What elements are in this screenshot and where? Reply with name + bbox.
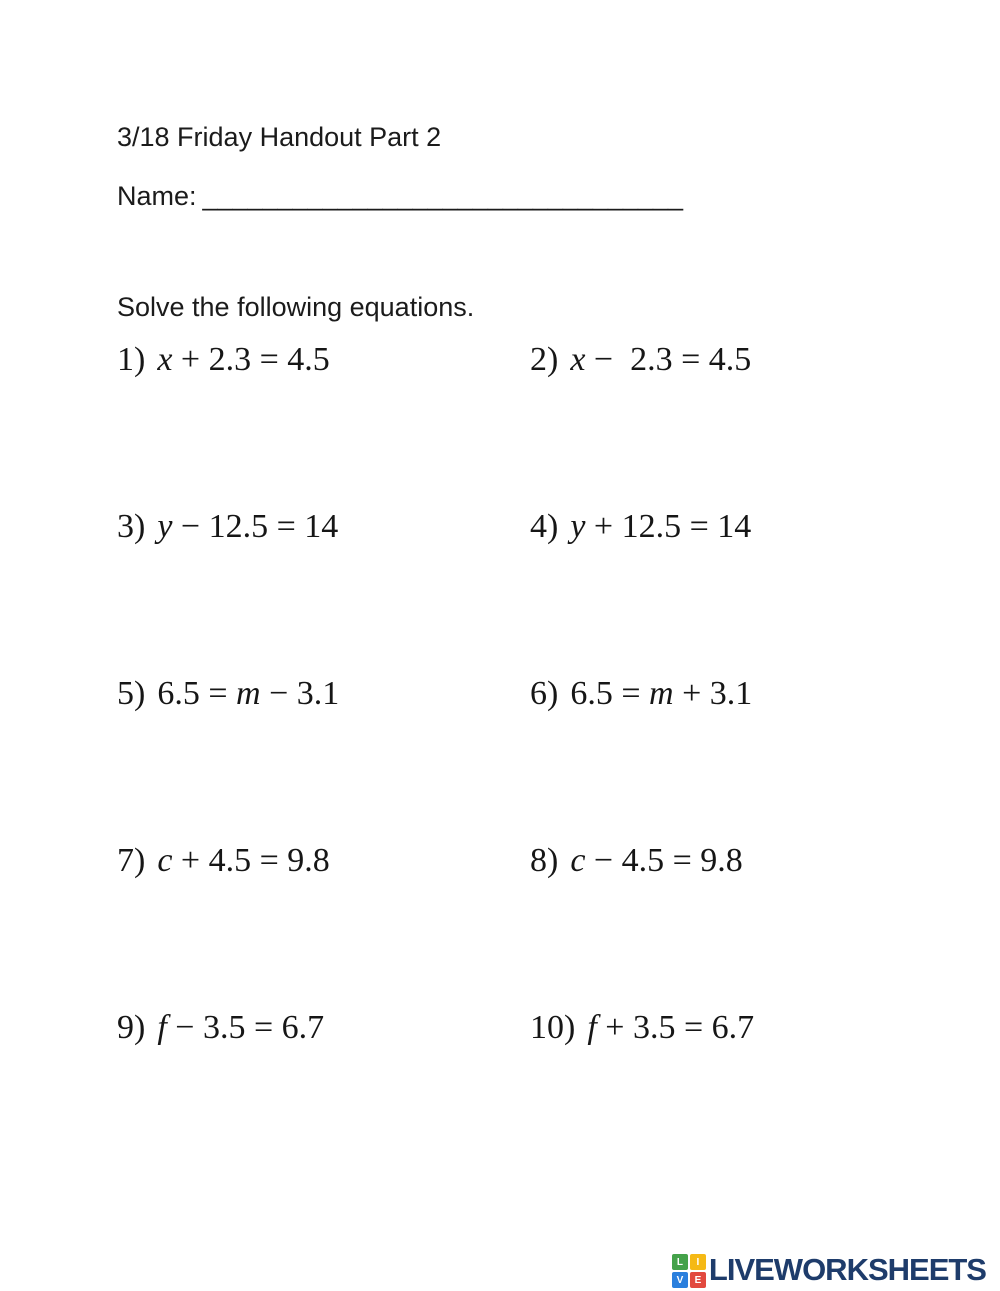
- problem-7: [117, 840, 530, 882]
- equation: y + 12.5 = 14: [570, 508, 752, 545]
- problem-number: 1): [117, 341, 146, 378]
- problem-number: 9): [117, 1009, 146, 1046]
- logo-square-i: I: [690, 1254, 706, 1270]
- liveworksheets-wordmark: LIVEWORKSHEETS: [708, 1252, 986, 1287]
- problem-8: [530, 840, 754, 882]
- problem-number: 6): [530, 675, 559, 712]
- problem-number: 7): [117, 842, 146, 879]
- page-title: 3/18 Friday Handout Part 2: [117, 122, 442, 152]
- equation: 6.5 = m + 3.1: [570, 675, 753, 712]
- instruction-text: Solve the following equations.: [117, 292, 475, 322]
- problem-number: 2): [530, 341, 559, 378]
- logo-square-l: L: [672, 1254, 688, 1270]
- equation: x + 2.3 = 4.5: [157, 341, 330, 378]
- problem-number: 4): [530, 508, 559, 545]
- problem-10: [530, 1007, 754, 1049]
- problem-3: [117, 506, 530, 548]
- equation: c − 4.5 = 9.8: [570, 842, 743, 879]
- equation: c + 4.5 = 9.8: [157, 842, 330, 879]
- problem-number: 10): [530, 1009, 576, 1046]
- equation: f − 3.5 = 6.7: [157, 1009, 325, 1046]
- logo-square-e: E: [690, 1272, 706, 1288]
- name-label: Name:: [117, 181, 197, 211]
- name-blank-line: ________________________________: [202, 181, 684, 211]
- problems-grid: [117, 339, 754, 1174]
- logo-square-v: V: [672, 1272, 688, 1288]
- equation: f + 3.5 = 6.7: [587, 1009, 755, 1046]
- problem-9: [117, 1007, 530, 1049]
- equation: 6.5 = m − 3.1: [157, 675, 340, 712]
- equation: y − 12.5 = 14: [157, 508, 339, 545]
- problem-4: [530, 506, 754, 548]
- problem-6: [530, 673, 754, 715]
- problem-number: 5): [117, 675, 146, 712]
- equation: x − 2.3 = 4.5: [570, 341, 752, 378]
- name-line: [117, 179, 683, 213]
- problem-number: 3): [117, 508, 146, 545]
- liveworksheets-logo[interactable]: [672, 1251, 986, 1289]
- problem-5: [117, 673, 530, 715]
- problem-number: 8): [530, 842, 559, 879]
- problem-2: [530, 339, 754, 381]
- problem-1: [117, 339, 530, 381]
- liveworksheets-logo-icon: [672, 1254, 706, 1288]
